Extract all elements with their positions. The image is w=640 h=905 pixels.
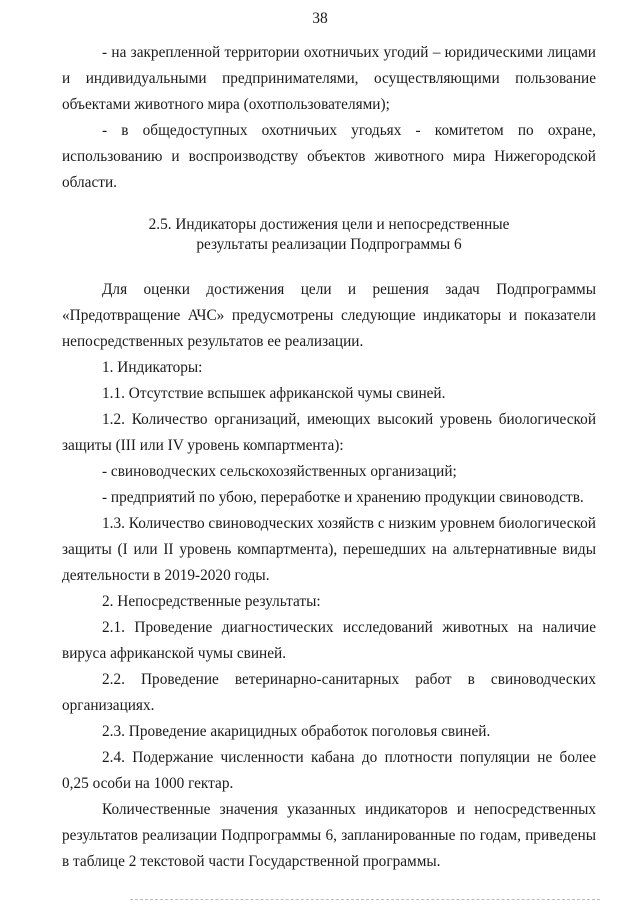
result-2-4: 2.4. Подержание численности кабана до плотности популяции не более 0,25 особи на 1000 гектар. bbox=[62, 749, 596, 792]
indicator-1-3: 1.3. Количество свиноводческих хозяйств с низким уровнем биологической защиты (I или II уровень компартмента), перешедших на альтернативные виды деятельности в 2019-2020 годы. bbox=[62, 515, 596, 584]
page-number: 38 bbox=[312, 10, 328, 27]
result-2-2: 2.2. Проведение ветеринарно-санитарных работ в свиноводческих организациях. bbox=[62, 671, 596, 714]
body-paragraph-intro: Для оценки достижения цели и решения задач Подпрограммы «Предотвращение АЧС» предусмотрены следующие индикаторы и показатели непосредственных результатов ее реализации. bbox=[62, 281, 596, 350]
results-heading: 2. Непосредственные результаты: bbox=[102, 593, 321, 610]
indicators-heading: 1. Индикаторы: bbox=[102, 359, 203, 376]
result-2-3: 2.3. Проведение акарицидных обработок поголовья свиней. bbox=[102, 723, 491, 740]
scan-edge-line bbox=[130, 899, 600, 900]
intro-paragraph-2: - в общедоступных охотничьих угодьях - комитетом по охране, использованию и воспроизводству объектов животного мира Нижегородской области. bbox=[62, 122, 596, 191]
page-content bbox=[62, 40, 596, 875]
result-2-1: 2.1. Проведение диагностических исследований животных на наличие вируса африканской чумы свиней. bbox=[62, 619, 596, 662]
indicator-1-2-item-2: - предприятий по убою, переработке и хранению продукции свиноводств. bbox=[102, 489, 584, 506]
intro-paragraph-1: - на закрепленной территории охотничьих угодий – юридическими лицами и индивидуальными предпринимателями, осуществляющими пользование объектами животного мира (охотпользователями); bbox=[62, 44, 596, 113]
indicator-1-2-item-1: - свиноводческих сельскохозяйственных организаций; bbox=[102, 463, 457, 480]
section-heading-line-1: 2.5. Индикаторы достижения цели и непосредственные bbox=[148, 216, 510, 233]
indicator-1-1: 1.1. Отсутствие вспышек африканской чумы свиней. bbox=[102, 385, 446, 402]
section-heading-line-2: результаты реализации Подпрограммы 6 bbox=[196, 236, 462, 253]
indicator-1-2: 1.2. Количество организаций, имеющих высокий уровень биологической защиты (III или IV уровень компартмента): bbox=[62, 411, 596, 454]
section-heading bbox=[62, 215, 596, 255]
closing-paragraph: Количественные значения указанных индикаторов и непосредственных результатов реализации Подпрограммы 6, запланированные по годам, приведены в таблице 2 текстовой части Государственной программы. bbox=[62, 801, 596, 870]
